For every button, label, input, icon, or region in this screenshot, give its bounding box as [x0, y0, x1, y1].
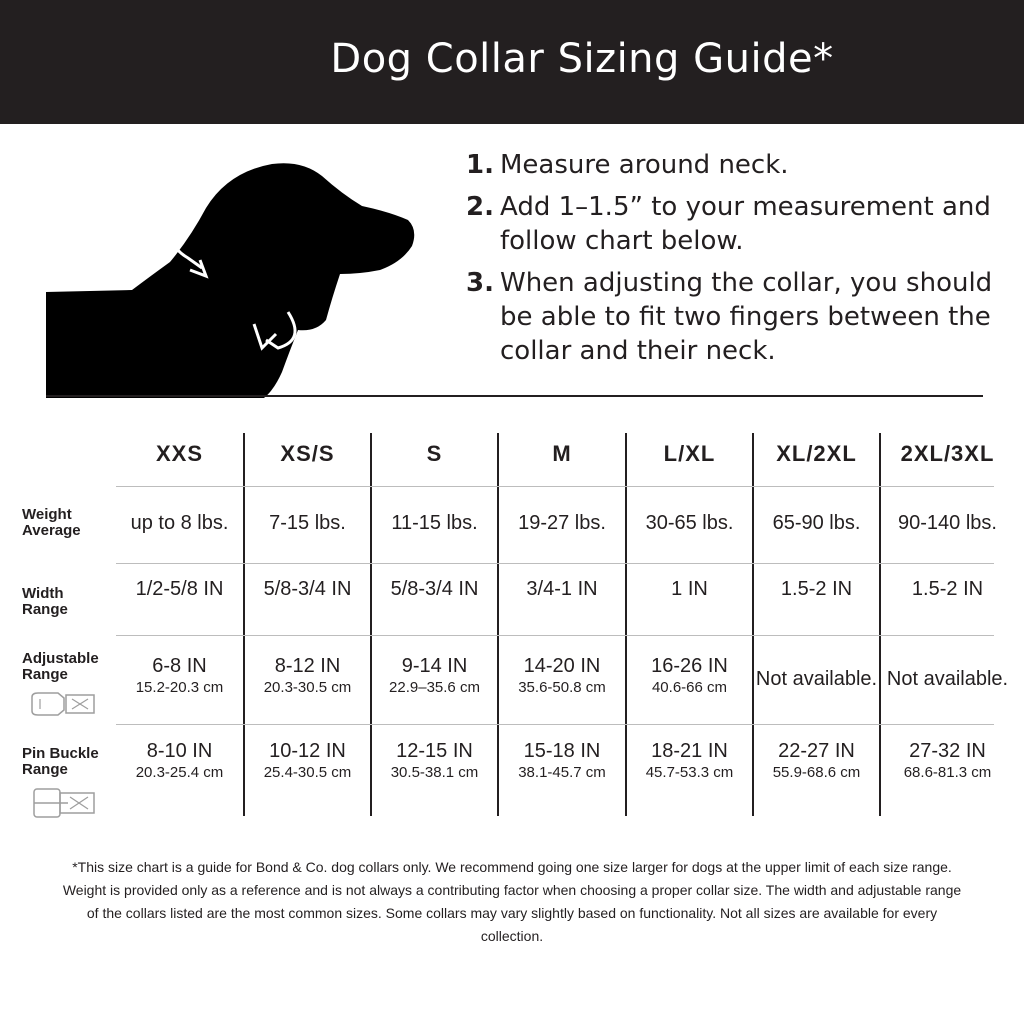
row-label-line: Width	[22, 585, 64, 602]
cell-value-cm: 68.6-81.3 cm	[903, 764, 992, 781]
cell-value-cm: 38.1-45.7 cm	[518, 764, 606, 781]
cell-value-inches: 16-26 IN	[651, 655, 728, 677]
column-header-xxs: XXS	[155, 441, 204, 466]
table-cell	[245, 654, 370, 698]
cell-value: 1.5-2 IN	[911, 578, 984, 600]
instructions-list	[466, 148, 1006, 376]
instruction-step	[466, 266, 1006, 368]
cell-value-inches: 22-27 IN	[778, 740, 855, 762]
cell-value-inches: 18-21 IN	[651, 740, 728, 762]
step-text: Add 1–1.5” to your measurement and follow chart below.	[500, 192, 991, 256]
table-cell	[372, 739, 497, 783]
cell-value: 5/8-3/4 IN	[390, 578, 479, 600]
table-cell	[372, 654, 497, 698]
cell-value-cm: 20.3-25.4 cm	[135, 764, 224, 781]
cell-value-inches: Not available.	[755, 668, 878, 690]
column-header-2xl-3xl: 2XL/3XL	[900, 441, 995, 466]
table-cell	[372, 511, 497, 535]
cell-value-inches: 15-18 IN	[523, 740, 601, 762]
step-number: 1.	[466, 150, 494, 180]
table-cell	[116, 739, 243, 783]
column-header-xl-2xl: XL/2XL	[776, 441, 857, 466]
table-cell	[627, 577, 752, 601]
instruction-step	[466, 190, 1006, 258]
cell-value-cm: 30.5-38.1 cm	[390, 764, 479, 781]
table-cell	[116, 654, 243, 698]
step-text: When adjusting the collar, you should be able to fit two fingers between the collar and their neck.	[500, 268, 993, 366]
cell-value-inches: 10-12 IN	[269, 740, 346, 762]
table-cell	[881, 667, 1014, 691]
cell-value-inches: 9-14 IN	[401, 655, 468, 677]
row-divider	[116, 563, 994, 564]
table-cell	[499, 577, 625, 601]
cell-value: 11-15 lbs.	[391, 512, 478, 534]
header-bar	[0, 0, 1024, 124]
table-cell	[754, 577, 879, 601]
side-release-buckle-icon	[28, 689, 98, 719]
cell-value: 1/2-5/8 IN	[135, 578, 224, 600]
cell-value-cm: 20.3-30.5 cm	[263, 679, 352, 696]
table-cell	[499, 654, 625, 698]
column-header-l-xl: L/XL	[663, 441, 716, 466]
cell-value: 65-90 lbs.	[772, 512, 861, 534]
table-cell	[881, 739, 1014, 783]
cell-value: 1 IN	[671, 578, 708, 600]
table-cell	[754, 511, 879, 535]
pin-buckle-icon	[30, 785, 100, 821]
table-cell	[245, 739, 370, 783]
cell-value-inches: 14-20 IN	[523, 655, 601, 677]
table-cell	[754, 739, 879, 783]
table-cell	[499, 739, 625, 783]
table-cell	[881, 511, 1014, 535]
row-label-weight	[22, 507, 114, 539]
cell-value-cm: 45.7-53.3 cm	[645, 764, 734, 781]
section-divider	[46, 395, 983, 397]
cell-value-cm: 55.9-68.6 cm	[772, 764, 861, 781]
table-cell	[754, 667, 879, 691]
cell-value-inches: 8-10 IN	[146, 740, 213, 762]
row-divider	[116, 724, 994, 725]
size-chart-table	[0, 425, 1024, 815]
cell-value: 90-140 lbs.	[898, 512, 997, 534]
cell-value: 30-65 lbs.	[645, 512, 734, 534]
cell-value-cm: 25.4-30.5 cm	[263, 764, 352, 781]
cell-value-inches: 12-15 IN	[396, 740, 473, 762]
cell-value-cm: 15.2-20.3 cm	[135, 679, 224, 696]
row-label-line: Pin Buckle	[22, 745, 99, 762]
table-cell	[499, 511, 625, 535]
table-cell	[372, 577, 497, 601]
row-label-line: Range	[22, 666, 68, 683]
table-cell	[116, 577, 243, 601]
cell-value: 19-27 lbs.	[518, 512, 606, 534]
cell-value: up to 8 lbs.	[130, 512, 229, 534]
row-label-line: Range	[22, 601, 68, 618]
cell-value-inches: Not available.	[886, 668, 1009, 690]
row-label-pin-buckle	[22, 746, 114, 778]
cell-value-cm: 35.6-50.8 cm	[518, 679, 606, 696]
column-header-m: M	[552, 441, 572, 466]
page-title: Dog Collar Sizing Guide*	[330, 36, 834, 82]
cell-value-inches: 6-8 IN	[152, 655, 207, 677]
row-label-line: Weight	[22, 506, 72, 523]
table-cell	[627, 739, 752, 783]
table-cell	[627, 654, 752, 698]
table-cell	[245, 577, 370, 601]
cell-value-cm: 22.9–35.6 cm	[389, 679, 480, 696]
step-text: Measure around neck.	[500, 150, 789, 180]
row-label-line: Adjustable	[22, 650, 99, 667]
row-divider	[116, 486, 994, 487]
row-label-line: Range	[22, 761, 68, 778]
table-cell	[116, 511, 243, 535]
cell-value: 1.5-2 IN	[780, 578, 853, 600]
row-label-width	[22, 586, 114, 618]
row-divider	[116, 635, 994, 636]
table-cell	[627, 511, 752, 535]
footnote: *This size chart is a guide for Bond & Co. dog collars only. We recommend going one size larger for dogs at the upper limit of each size range. Weight is provided only as a reference and is not always a contributing factor when choosing a proper collar size. The width and adjustable range of the collars listed are the most common sizes. Some collars may vary slightly based on functionality. Not all sizes are available for every collection.	[62, 859, 962, 944]
cell-value: 3/4-1 IN	[526, 578, 598, 600]
cell-value: 7-15 lbs.	[269, 512, 346, 534]
column-header-s: S	[426, 441, 443, 466]
column-header-xs-s: XS/S	[280, 441, 335, 466]
step-number: 2.	[466, 192, 494, 222]
instruction-step	[466, 148, 1006, 182]
row-label-line: Average	[22, 522, 81, 539]
table-cell	[245, 511, 370, 535]
row-label-adjustable	[22, 651, 114, 683]
step-number: 3.	[466, 268, 494, 298]
dog-silhouette-icon	[40, 150, 430, 400]
cell-value-inches: 27-32 IN	[909, 740, 986, 762]
cell-value-inches: 8-12 IN	[274, 655, 341, 677]
cell-value: 5/8-3/4 IN	[263, 578, 352, 600]
table-cell	[881, 577, 1014, 601]
cell-value-cm: 40.6-66 cm	[651, 679, 728, 696]
